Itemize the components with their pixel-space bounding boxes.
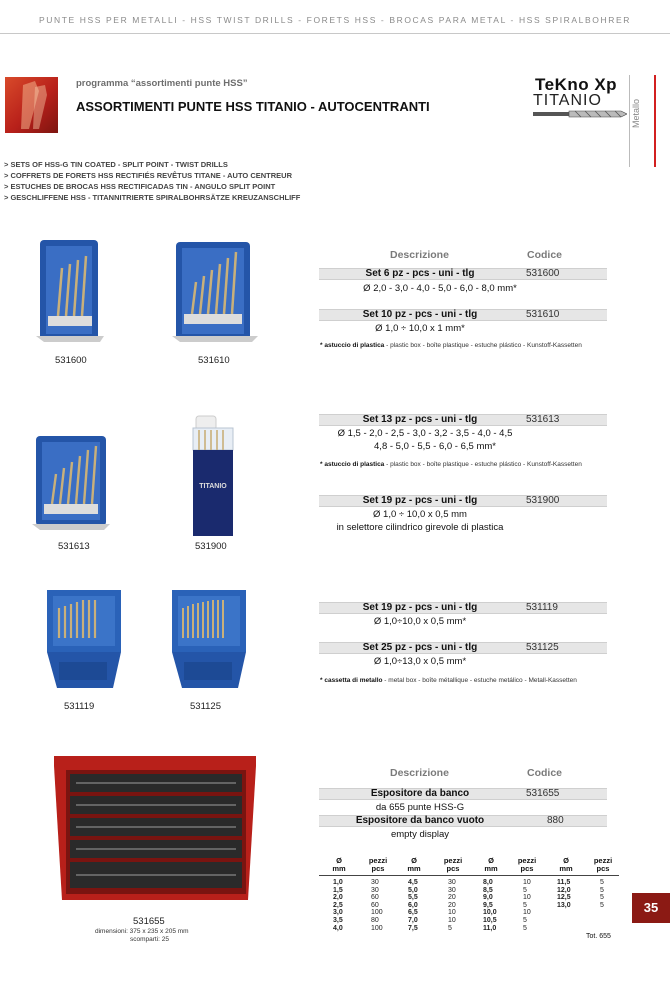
- header-unit: mm: [332, 864, 346, 873]
- header-pcs: pcs: [596, 864, 610, 873]
- lang-line-fr: > COFFRETS DE FORETS HSS RECTIFIÉS REVÊTUS TITANE - AUTO CENTREUR: [4, 171, 293, 180]
- column-header-description: Descrizione: [390, 767, 449, 779]
- product-code: 531613: [526, 414, 560, 425]
- product-detail: Ø 1,0 ÷ 10,0 x 1 mm*: [375, 323, 465, 334]
- table-header-diameter: [403, 857, 425, 873]
- table-diameters-group-2: 4,5 5,0 5,5 6,0 6,5 7,0 7,5: [408, 879, 418, 932]
- table-diameters-group-3: 8,0 8,5 9,0 9,5 10,0 10,5 11,0: [483, 879, 497, 932]
- photo-code-531613: 531613: [58, 541, 90, 552]
- display-detail: da 655 punte HSS-G: [375, 802, 465, 813]
- table-total: Tot. 655: [586, 933, 611, 940]
- product-name: Set 13 pz - pcs - uni - tlg: [362, 414, 478, 425]
- header-unit: mm: [559, 864, 573, 873]
- note-text: - plastic box - boîte plastique - estuche plástico - Kunstoff-Kassetten: [384, 461, 582, 468]
- table-header-diameter: [328, 857, 350, 873]
- display-name: Espositore da banco: [370, 788, 470, 799]
- product-name: Set 10 pz - pcs - uni - tlg: [362, 309, 478, 320]
- table-header-pieces: [589, 857, 617, 873]
- table-header-diameter: [480, 857, 502, 873]
- header-pcs: pcs: [446, 864, 460, 873]
- product-code: 531610: [526, 309, 560, 320]
- program-subtitle: programma “assortimenti punte HSS”: [76, 78, 248, 89]
- lang-line-es: > ESTUCHES DE BROCAS HSS RECTIFICADAS TIN - ANGULO SPLIT POINT: [4, 182, 276, 191]
- display-compartments: scomparti: 25: [130, 936, 170, 943]
- product-photo-531125: [168, 588, 250, 692]
- photo-code-531610: 531610: [198, 355, 230, 366]
- empty-display-code: 880: [547, 815, 564, 826]
- header-symbol: Ø: [563, 856, 569, 865]
- top-banner-text: PUNTE HSS PER METALLI - HSS TWIST DRILLS - FORETS HSS - BROCAS PARA METAL - HSS SPIRALBOHRER: [39, 15, 631, 25]
- table-header-pieces: [439, 857, 467, 873]
- column-header-description: Descrizione: [390, 249, 449, 261]
- product-code: 531125: [526, 642, 559, 653]
- product-detail: Ø 2,0 - 3,0 - 4,0 - 5,0 - 6,0 - 8,0 mm*: [363, 283, 517, 294]
- product-code: 531600: [526, 268, 560, 279]
- photo-code-531119: 531119: [64, 701, 95, 712]
- product-photo-531655: [52, 752, 258, 904]
- header-unit: mm: [484, 864, 498, 873]
- note-text: - metal box - boîte métallique - estuche metálico - Metall-Kassetten: [382, 677, 577, 684]
- table-diameters-group-4: 11,5 12,0 12,5 13,0: [557, 879, 571, 909]
- header-pezzi: pezzi: [517, 856, 537, 865]
- column-header-code: Codice: [527, 767, 563, 779]
- side-divider: [629, 75, 630, 167]
- photo-code-531600: 531600: [55, 355, 87, 366]
- note-bold: * astuccio di plastica: [320, 342, 385, 349]
- note-plastic-box: [320, 342, 582, 349]
- photo-code-531125: 531125: [190, 701, 221, 712]
- product-name: Set 19 pz - pcs - uni - tlg: [362, 602, 478, 613]
- product-detail: Ø 1,0 ÷ 10,0 x 0,5 mm: [373, 509, 467, 520]
- product-code: 531900: [526, 495, 560, 506]
- side-accent-rule: [654, 75, 656, 167]
- table-header-rule: [319, 875, 619, 876]
- product-detail-2: 4,8 - 5,0 - 5,5 - 6,0 - 6,5 mm*: [374, 441, 496, 452]
- product-photo-531119: [43, 588, 125, 692]
- photo-code-531655: 531655: [133, 916, 165, 927]
- drill-logo-icon: [5, 77, 58, 133]
- note-text: - plastic box - boîte plastique - estuche plástico - Kunstoff-Kassetten: [384, 342, 582, 349]
- lang-line-de: > GESCHLIFFENE HSS - TITANNITRIERTE SPIRALBOHRSÄTZE KREUZANSCHLIFF: [4, 193, 301, 202]
- product-name: Set 19 pz - pcs - uni - tlg: [362, 495, 478, 506]
- product-photo-531600: [34, 238, 106, 346]
- section-logo: [5, 77, 58, 133]
- product-photo-531900: [190, 414, 236, 538]
- product-photo-531610: [170, 238, 260, 346]
- table-pieces-group-4: 5 5 5 5: [600, 879, 604, 909]
- table-pieces-group-1: 30 30 60 60 100 80 100: [371, 879, 383, 932]
- note-metal-box: [320, 677, 577, 684]
- display-code: 531655: [526, 788, 560, 799]
- header-pezzi: pezzi: [593, 856, 613, 865]
- table-header-diameter: [555, 857, 577, 873]
- table-pieces-group-3: 10 5 10 5 10 5 5: [523, 879, 531, 932]
- side-tab-label: Metallo: [631, 98, 641, 128]
- product-code: 531119: [526, 602, 558, 613]
- page-number: 35: [632, 893, 670, 923]
- header-unit: mm: [407, 864, 421, 873]
- product-detail: Ø 1,0÷10,0 x 0,5 mm*: [373, 616, 467, 627]
- photo-code-531900: 531900: [195, 541, 227, 552]
- page-title: ASSORTIMENTI PUNTE HSS TITANIO - AUTOCENTRANTI: [76, 99, 430, 114]
- drill-bit-icon: [533, 109, 627, 119]
- header-symbol: Ø: [336, 856, 342, 865]
- brand-titanio: TITANIO: [533, 92, 602, 109]
- empty-display-name: Espositore da banco vuoto: [355, 815, 485, 826]
- product-name: Set 25 pz - pcs - uni - tlg: [362, 642, 478, 653]
- product-name: Set 6 pz - pcs - uni - tlg: [365, 268, 475, 279]
- empty-display-detail: empty display: [390, 829, 450, 840]
- lang-line-en: > SETS OF HSS-G TIN COATED - SPLIT POINT - TWIST DRILLS: [4, 160, 228, 169]
- table-header-pieces: [513, 857, 541, 873]
- product-detail-2: in selettore cilindrico girevole di plastica: [336, 522, 504, 533]
- header-symbol: Ø: [488, 856, 494, 865]
- note-bold: * astuccio di plastica: [320, 461, 385, 468]
- column-header-code: Codice: [527, 249, 563, 261]
- note-bold: * cassetta di metallo: [320, 677, 383, 684]
- product-detail: Ø 1,0÷13,0 x 0,5 mm*: [373, 656, 467, 667]
- note-plastic-box: [320, 461, 582, 468]
- brand-tekno: TeKno Xp: [535, 75, 618, 94]
- svg-text:TITANIO: TITANIO: [199, 483, 227, 490]
- table-pieces-group-2: 30 30 20 20 10 10 5: [448, 879, 456, 932]
- header-pezzi: pezzi: [368, 856, 388, 865]
- table-diameters-group-1: 1,0 1,5 2,0 2,5 3,0 3,5 4,0: [333, 879, 343, 932]
- table-header-pieces: [364, 857, 392, 873]
- product-detail: Ø 1,5 - 2,0 - 2,5 - 3,0 - 3,2 - 3,5 - 4,0 - 4,5: [337, 428, 513, 439]
- header-pezzi: pezzi: [443, 856, 463, 865]
- header-pcs: pcs: [520, 864, 534, 873]
- header-symbol: Ø: [411, 856, 417, 865]
- display-dimensions: dimensioni: 375 x 235 x 205 mm: [95, 928, 189, 935]
- header-pcs: pcs: [371, 864, 385, 873]
- product-photo-531613: [30, 434, 112, 534]
